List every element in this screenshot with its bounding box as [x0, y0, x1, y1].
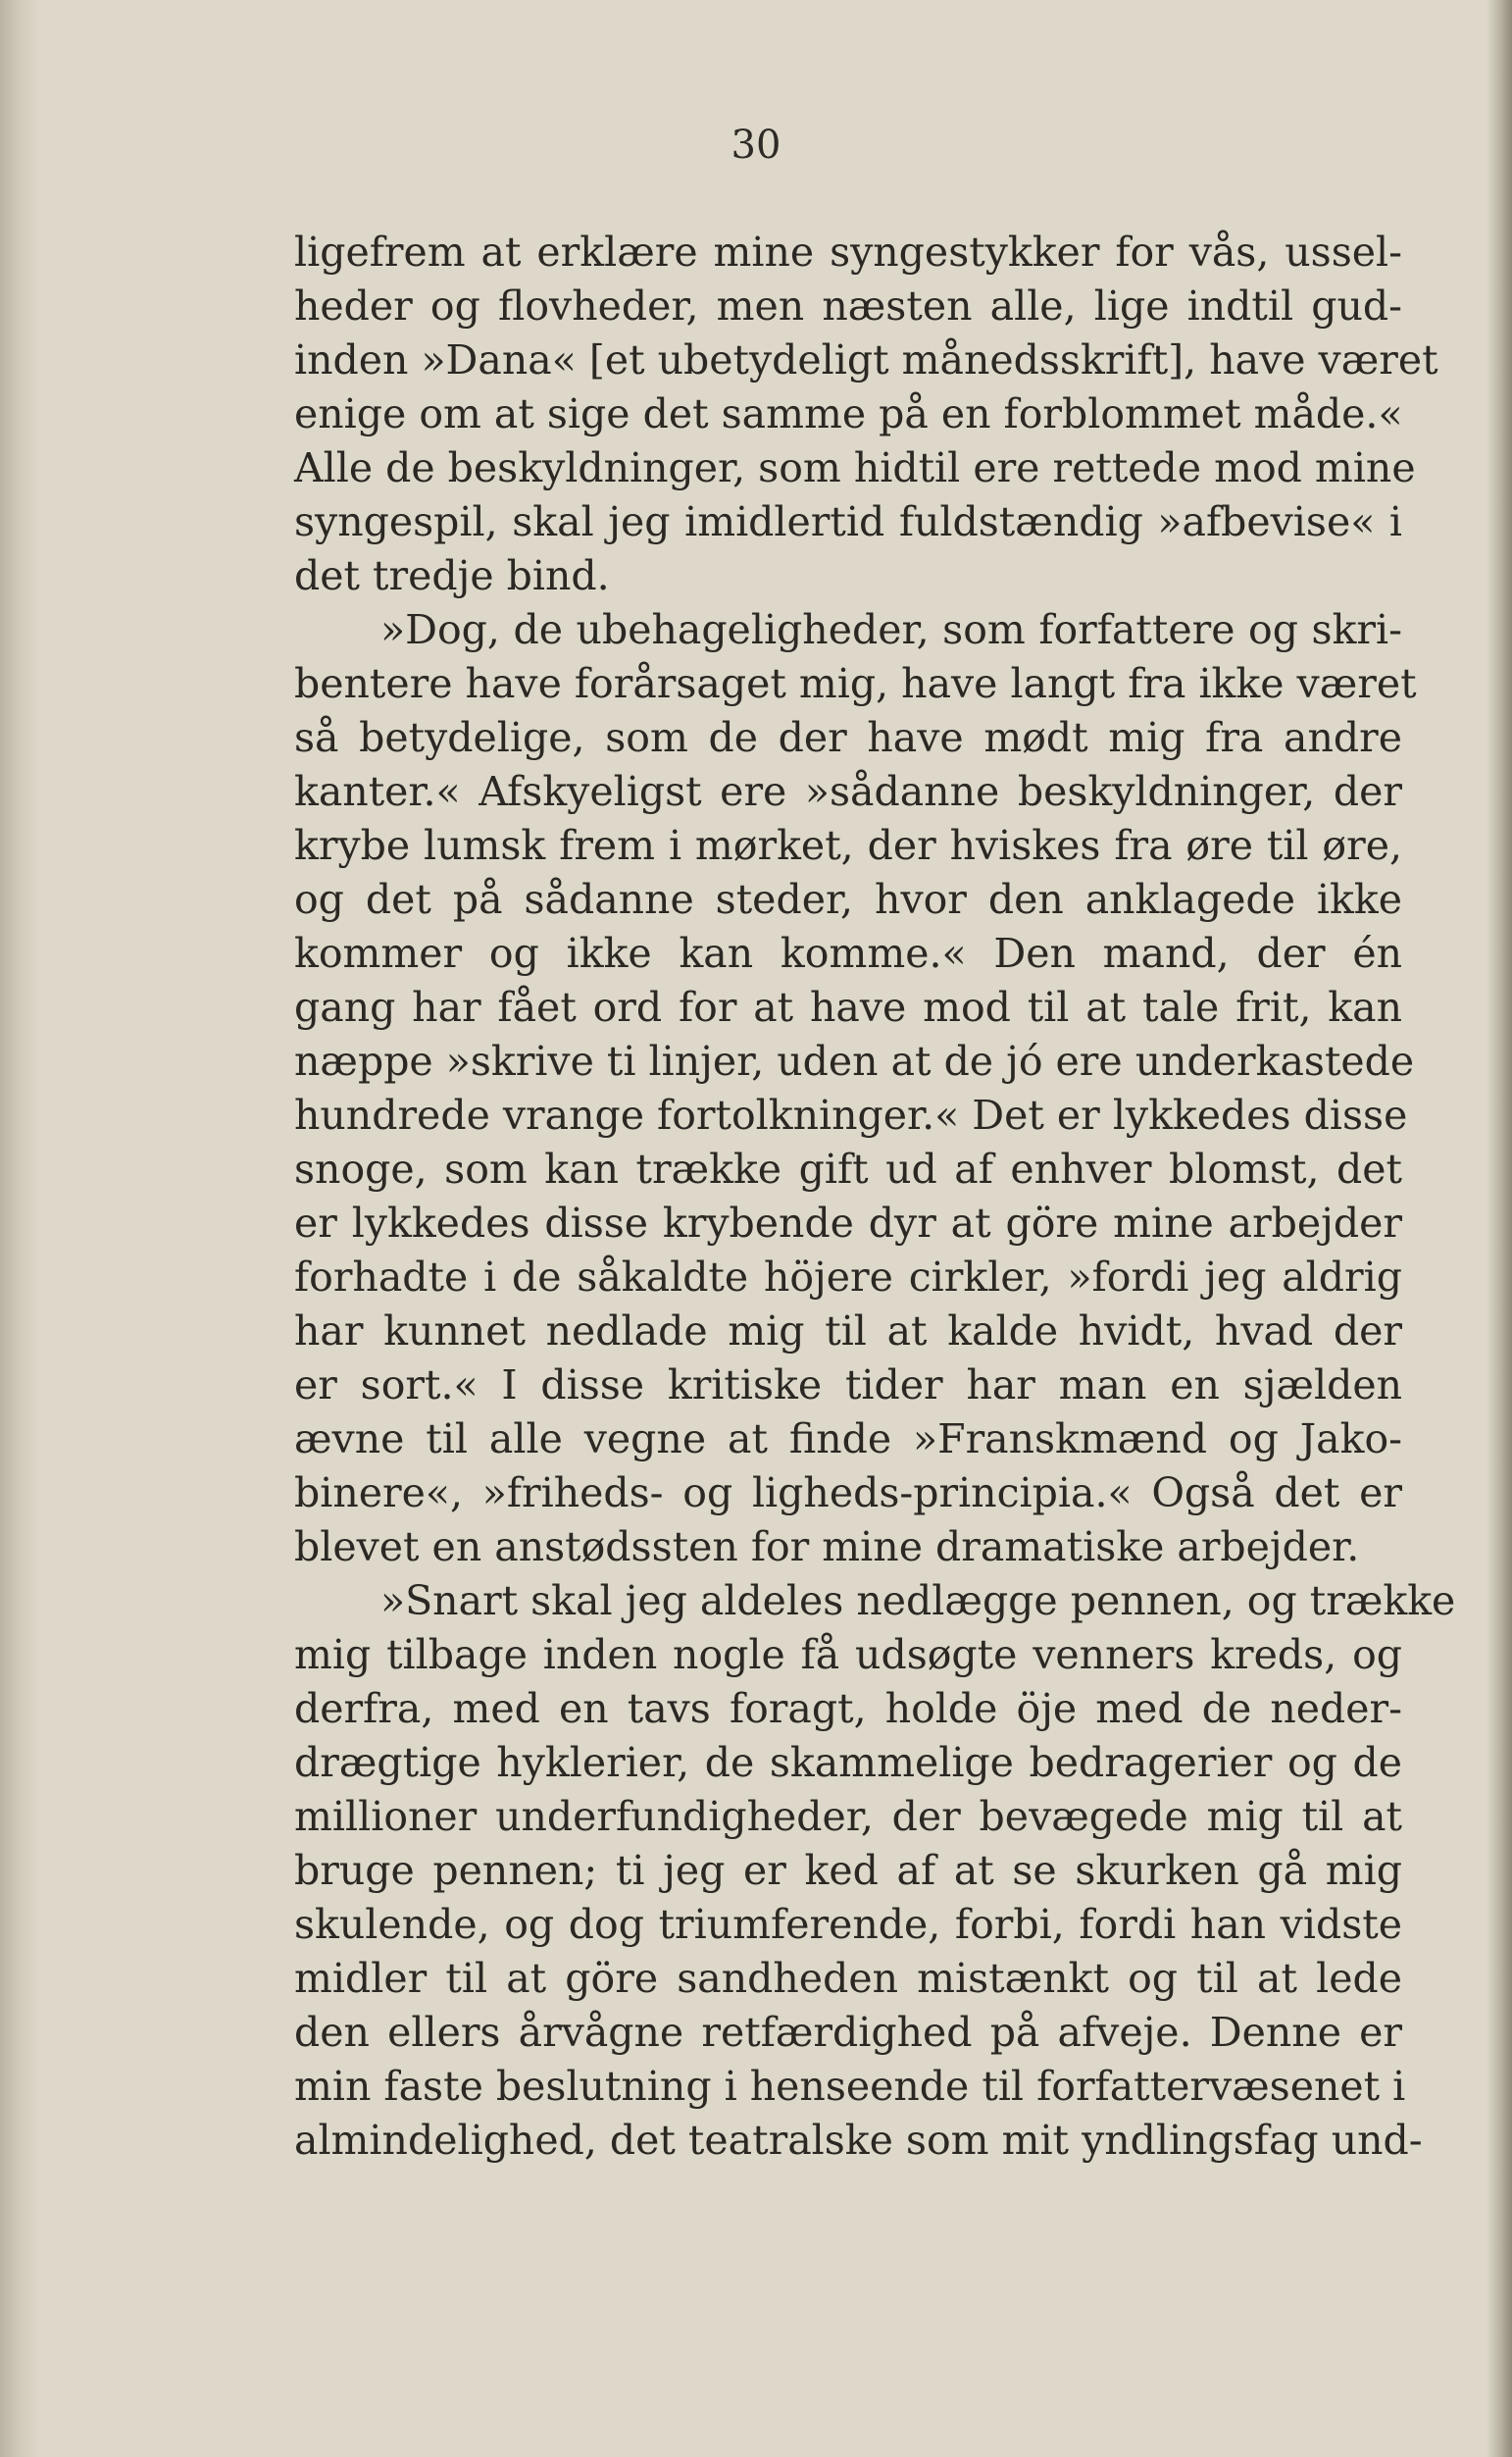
- text-line: så betydelige, som de der have mødt mig fra andre: [294, 714, 1402, 761]
- text-line: bentere have forårsaget mig, have langt fra ikke været: [294, 660, 1417, 707]
- text-line: inden »Dana« [et ubetydeligt månedsskrift], have været: [294, 336, 1438, 384]
- text-line: forhadte i de såkaldte höjere cirkler, »fordi jeg aldrig: [294, 1254, 1402, 1301]
- text-line: midler til at göre sandheden mistænkt og til at lede: [294, 1955, 1402, 2002]
- body-text: [294, 226, 1456, 2168]
- text-line: ævne til alle vegne at finde »Franskmænd og Jako-: [294, 1415, 1402, 1462]
- text-line: derfra, med en tavs foragt, holde öje med de neder-: [294, 1685, 1402, 1732]
- text-line: millioner underfundigheder, der bevægede mig til at: [294, 1793, 1402, 1840]
- text-line: kommer og ikke kan komme.« Den mand, der én: [294, 930, 1402, 977]
- text-line: hundrede vrange fortolkninger.« Det er lykkedes disse: [294, 1092, 1408, 1139]
- text-line: bruge pennen; ti jeg er ked af at se skurken gå mig: [294, 1847, 1402, 1894]
- text-line: krybe lumsk frem i mørket, der hviskes fra øre til øre,: [294, 822, 1402, 869]
- page-number: 30: [731, 123, 781, 168]
- text-line: syngespil, skal jeg imidlertid fuldstændig »afbevise« i: [294, 498, 1402, 545]
- text-line: binere«, »friheds- og ligheds-principia.« Også det er: [294, 1469, 1402, 1516]
- text-line: ligefrem at erklære mine syngestykker for vås, ussel-: [294, 229, 1402, 276]
- text-line: er lykkedes disse krybende dyr at göre mine arbejder: [294, 1200, 1402, 1247]
- text-line: har kunnet nedlade mig til at kalde hvidt, hvad der: [294, 1307, 1402, 1355]
- text-line: gang har fået ord for at have mod til at tale frit, kan: [294, 984, 1402, 1031]
- text-line: næppe »skrive ti linjer, uden at de jó ere underkastede: [294, 1038, 1415, 1085]
- text-line: snoge, som kan trække gift ud af enhver blomst, det: [294, 1146, 1402, 1193]
- text-line: »Snart skal jeg aldeles nedlægge pennen, og trække: [380, 1577, 1456, 1624]
- text-line: det tredje bind.: [294, 552, 610, 599]
- text-line: almindelighed, det teatralske som mit yndlingsfag und-: [294, 2117, 1423, 2164]
- text-line: heder og flovheder, men næsten alle, lige indtil gud-: [294, 282, 1402, 330]
- text-line: Alle de beskyldninger, som hidtil ere rettede mod mine: [294, 444, 1416, 491]
- text-line: den ellers årvågne retfærdighed på afveje. Denne er: [294, 2009, 1402, 2056]
- text-line: skulende, og dog triumferende, forbi, fordi han vidste: [294, 1901, 1402, 1948]
- text-line: enige om at sige det samme på en forblommet måde.«: [294, 390, 1403, 437]
- text-line: kanter.« Afskyeligst ere »sådanne beskyldninger, der: [294, 768, 1402, 815]
- text-line: drægtige hyklerier, de skammelige bedragerier og de: [294, 1739, 1402, 1786]
- text-line: blevet en anstødssten for mine dramatiske arbejder.: [294, 1523, 1360, 1570]
- text-line: mig tilbage inden nogle få udsøgte venners kreds, og: [294, 1631, 1402, 1678]
- text-line: og det på sådanne steder, hvor den anklagede ikke: [294, 876, 1402, 923]
- text-line: »Dog, de ubehageligheder, som forfattere og skri-: [380, 606, 1402, 653]
- text-line: min faste beslutning i henseende til forfattervæsenet i: [294, 2063, 1406, 2110]
- text-line: er sort.« I disse kritiske tider har man en sjælden: [294, 1361, 1402, 1408]
